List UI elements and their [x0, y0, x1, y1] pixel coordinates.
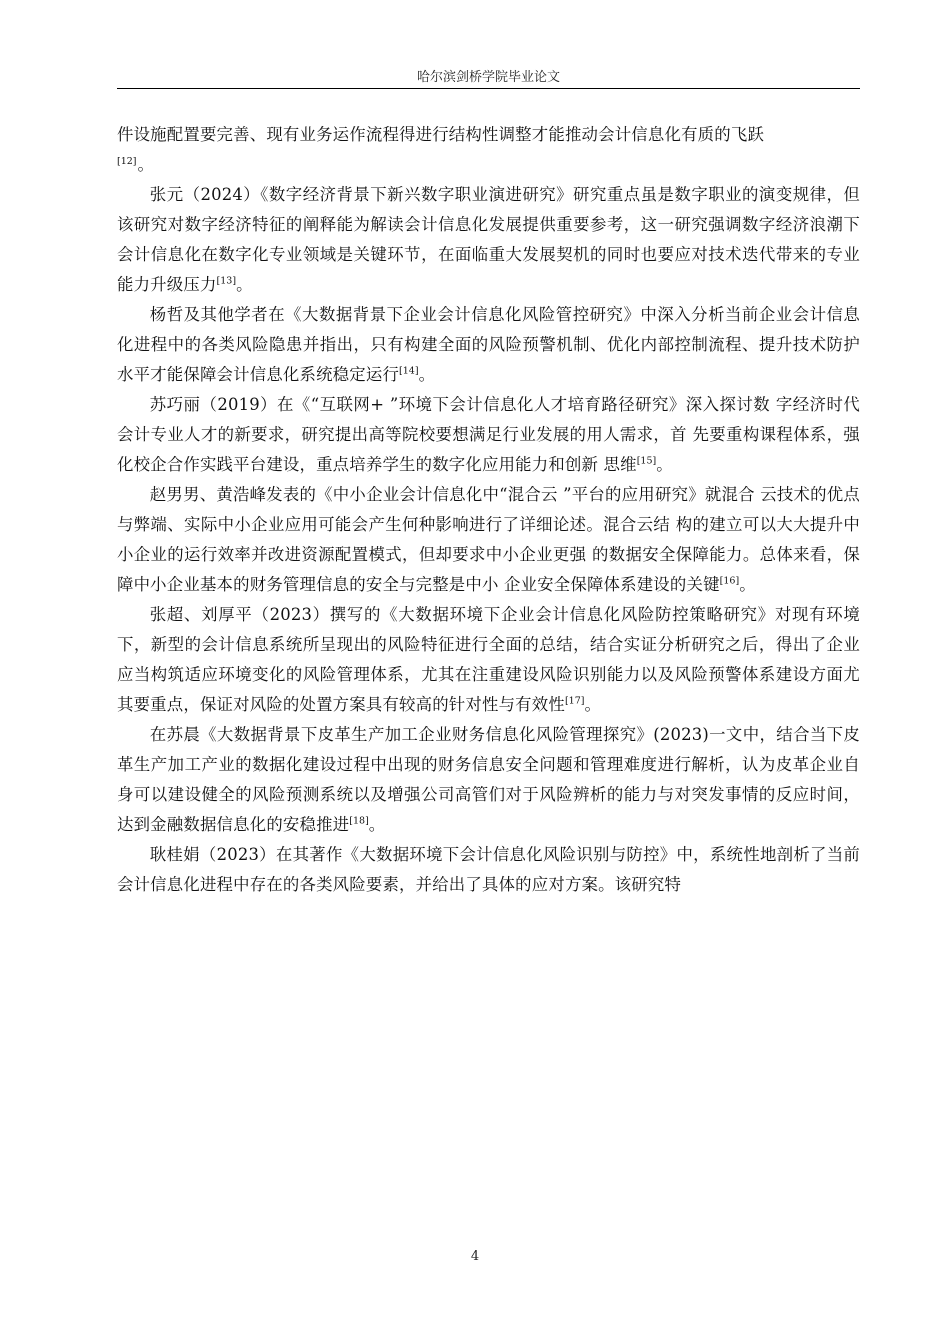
paragraph-text: 张超、刘厚平（2023）撰写的《大数据环境下企业会计信息化风险防控策略研究》对现有环境下，新型的会计信息系统所呈现出的风险特征进行全面的总结，结合实证分析研究之后，得出了企业应当构筑适应环境变化的风险管理体系，尤其在注重建设风险识别能力以及风险预警体系建设方面尤其要重点，保证对风险的处置方案具有较高的针对性与有效性: [117, 605, 860, 714]
citation-ref: [13]: [216, 275, 237, 287]
paragraph-su-qiaoli: [117, 390, 860, 480]
paragraph-geng-guijuan: [117, 840, 860, 900]
paragraph-text: 赵男男、黄浩峰发表的《中小企业会计信息化中“混合云 ”平台的应用研究》就混合 云技术的优点与弊端、实际中小企业应用可能会产生何种影响进行了详细论述。混合云结 构的建立可以大大提升中小企业的运行效率并改进资源配置模式，但却要求中小企业更强 的数据安全保障能力。总体来看，保障中小企业基本的财务管理信息的安全与完整是中小 企业安全保障体系建设的关键: [117, 485, 860, 594]
paragraph-zhang-chao: [117, 600, 860, 720]
running-header: 哈尔滨剑桥学院毕业论文: [416, 70, 560, 85]
page-number: 4: [470, 1249, 480, 1264]
paragraph-zhang-yuan: [117, 180, 860, 300]
paragraph-text: 在苏晨《大数据背景下皮革生产加工企业财务信息化风险管理探究》(2023)一文中，结合当下皮革生产加工产业的数据化建设过程中出现的财务信息安全问题和管理难度进行解析，认为皮革企业自身可以建设健全的风险预测系统以及增强公司高管们对于风险辨析的能力与对突发事情的反应时间，达到金融数据信息化的安稳推进: [117, 725, 860, 834]
paragraph-yang-zhe: [117, 300, 860, 390]
header-rule: [117, 88, 860, 89]
citation-ref: [14]: [399, 365, 419, 377]
paragraph-tail: 。: [656, 455, 673, 474]
paragraph-text: 件设施配置要完善、现有业务运作流程得进行结构性调整才能推动会计信息化有质的飞跃: [117, 125, 765, 144]
paragraph-text: 杨哲及其他学者在《大数据背景下企业会计信息化风险管控研究》中深入分析当前企业会计信息化进程中的各类风险隐患并指出，只有构建全面的风险预警机制、优化内部控制流程、提升技术防护水平才能保障会计信息化系统稳定运行: [117, 305, 860, 384]
paragraph-continuation: [117, 120, 860, 180]
paragraph-tail: 。: [236, 275, 253, 294]
citation-ref: [18]: [349, 815, 369, 827]
citation-ref: [12]: [117, 155, 137, 167]
paragraph-tail: 。: [418, 365, 436, 384]
citation-ref: [17]: [564, 695, 585, 707]
paragraph-tail: 。: [137, 155, 155, 174]
body-text: [117, 120, 860, 900]
paragraph-zhao-nannan: [117, 480, 860, 600]
paragraph-tail: 。: [584, 695, 602, 714]
paragraph-text: 耿桂娟（2023）在其著作《大数据环境下会计信息化风险识别与防控》中，系统性地剖析了当前会计信息化进程中存在的各类风险要素，并给出了具体的应对方案。该研究特: [117, 845, 860, 894]
paragraph-tail: 。: [368, 815, 386, 834]
paragraph-text: 张元（2024）《数字经济背景下新兴数字职业演进研究》研究重点虽是数字职业的演变规律，但该研究对数字经济特征的阐释能为解读会计信息化发展提供重要参考，这一研究强调数字经济浪潮下会计信息化在数字化专业领域是关键环节，在面临重大发展契机的同时也要应对技术迭代带来的专业能力升级压力: [117, 185, 860, 294]
paragraph-tail: 。: [739, 575, 756, 594]
citation-ref: [16]: [719, 575, 740, 587]
paragraph-text: 苏巧丽（2019）在《“互联网+ ”环境下会计信息化人才培育路径研究》深入探讨数 字经济时代会计专业人才的新要求，研究提出高等院校要想满足行业发展的用人需求，首 先要重构课程体系，强化校企合作实践平台建设，重点培养学生的数字化应用能力和创新 思维: [117, 395, 860, 474]
paragraph-su-chen: [117, 720, 860, 840]
citation-ref: [15]: [636, 455, 657, 467]
